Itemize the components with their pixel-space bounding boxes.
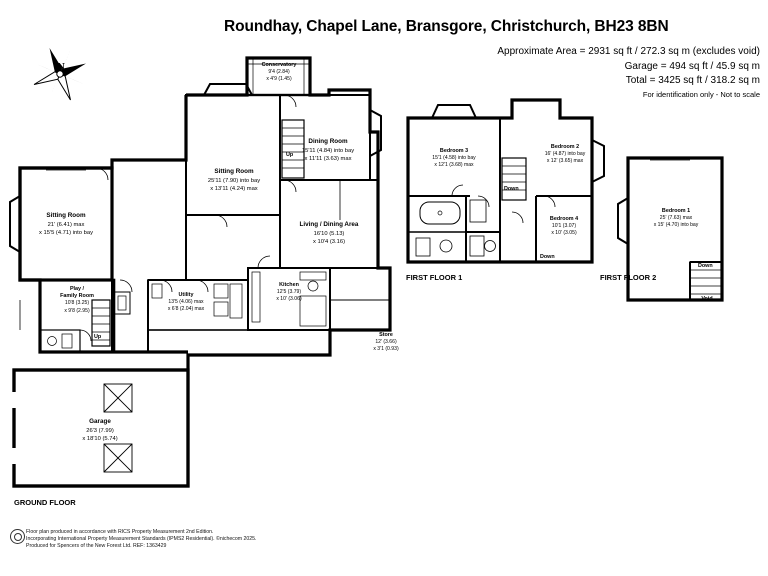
footer-disclaimer — [26, 529, 456, 551]
room-label-dining-room: Dining Room 15'11 (4.84) into bay x 11'11 (3.63) max — [301, 138, 355, 163]
area-disclaimer: For identification only - Not to scale — [642, 89, 760, 99]
room-label-sitting-room-left: Sitting Room 21' (6.41) max x 15'5 (4.71) into bay — [39, 212, 93, 237]
room-label-bedroom-3: Bedroom 3 15'1 (4.58) into bay x 12'1 (3.68) max — [432, 148, 476, 169]
room-label-sitting-room-upper: Sitting Room 25'11 (7.90) into bay x 13'11 (4.24) max — [207, 168, 261, 193]
room-label-bedroom-1: Bedroom 1 25' (7.63) max x 15' (4.70) into bay — [653, 208, 699, 229]
stair-marker-down-ff1: Down — [504, 186, 519, 192]
footer-line-1: Floor plan produced in accordance with RICS Property Measurement 2nd Edition. — [26, 529, 214, 535]
room-label-conservatory: Conservatory 9'4 (2.84) x 4'9 (1.45) — [261, 62, 297, 83]
page-title: Roundhay, Chapel Lane, Bransgore, Christchurch, BH23 8BN — [224, 18, 669, 35]
floor-caption-first-1: FIRST FLOOR 1 — [406, 273, 463, 282]
copyright-icon — [10, 529, 25, 544]
room-label-void: Void — [701, 296, 713, 302]
room-label-utility: Utility 13'5 (4.06) max x 6'8 (2.04) max — [167, 292, 205, 313]
floor-caption-first-2: FIRST FLOOR 2 — [600, 273, 657, 282]
room-label-kitchen: Kitchen 12'5 (3.79) x 10' (3.06) — [276, 282, 302, 303]
area-total-excl-void: Approximate Area = 2931 sq ft / 272.3 sq m (excludes void) — [497, 46, 760, 57]
room-label-store: Store 12' (3.66) x 3'1 (0.93) — [373, 332, 399, 353]
floor-caption-ground: GROUND FLOOR — [14, 498, 76, 507]
room-label-bedroom-2: Bedroom 2 16' (4.87) into bay x 12' (3.65) max — [544, 144, 586, 165]
area-garage: Garage = 494 sq ft / 45.9 sq m — [624, 60, 760, 72]
stair-marker-down-ff2: Down — [698, 263, 713, 269]
room-label-bedroom-4: Bedroom 4 10'1 (3.07) x 10' (3.05) — [549, 216, 579, 237]
room-label-garage: Garage 26'3 (7.99) x 18'10 (5.74) — [82, 418, 118, 443]
footer-line-2: Incorporating International Property Measurement Standards (IPMS2 Residential). ©nichecom 2025. — [26, 536, 257, 543]
room-label-living-dining-area: Living / Dining Area 16'10 (5.13) x 10'4 (3.16) — [299, 221, 359, 246]
room-label-play-family-room: Play / Family Room 10'8 (3.25) x 9'8 (2.95) — [60, 286, 94, 314]
stair-marker-down-ff1-b: Down — [540, 254, 555, 260]
footer-line-3: Produced for Spencers of the New Forest Ltd. REF: 1363429 — [26, 543, 167, 550]
compass-north-label: N — [57, 61, 65, 73]
area-total: Total = 3425 sq ft / 318.2 sq m — [625, 75, 760, 86]
stair-marker-up-hall: Up — [94, 334, 102, 340]
stair-marker-up-dining: Up — [286, 152, 294, 158]
